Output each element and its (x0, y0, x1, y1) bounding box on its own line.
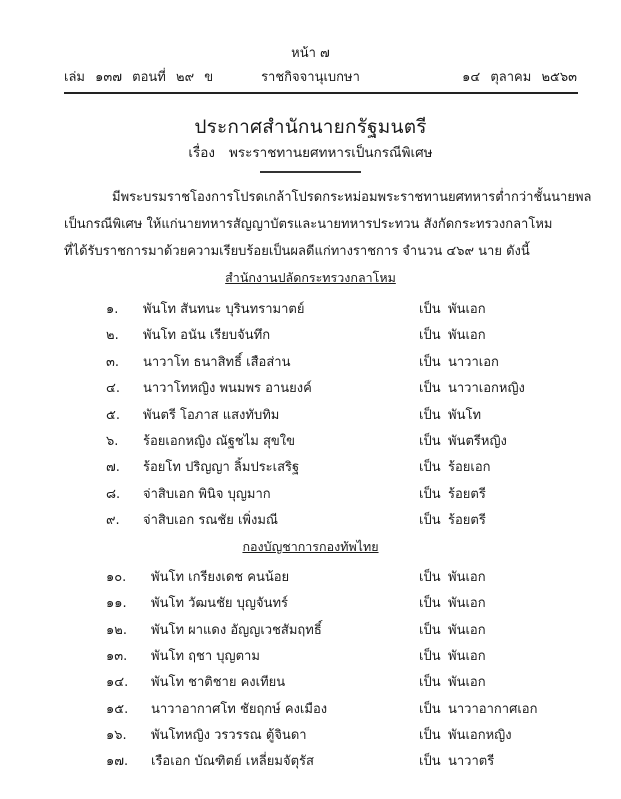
entry-new-rank: พันเอก (448, 328, 486, 344)
entry-current-rank-name: พันโท เกรียงเดช คนน้อย (151, 570, 290, 585)
entry-new-rank: พันเอก (448, 596, 486, 612)
entry-number: ๗. (106, 460, 120, 476)
entry-as-label: เป็น (419, 596, 441, 612)
entry-new-rank: ร้อยตรี (448, 486, 486, 502)
entry-new-rank: นาวาเอก (448, 354, 499, 370)
entry-number: ๘. (106, 486, 121, 502)
entry-current-rank-name: พันโท สันทนะ บุรินทรามาตย์ (143, 302, 305, 317)
entry-as-label: เป็น (419, 754, 441, 770)
entry-number: ๕. (106, 407, 120, 423)
entry-new-rank: ร้อยเอก (448, 460, 491, 476)
entry-new-rank: นาวาตรี (448, 754, 495, 770)
list-item (0, 750, 621, 776)
entry-as-label: เป็น (419, 328, 441, 344)
subject-label: เรื่อง (188, 145, 215, 161)
entry-new-rank: พันเอก (448, 675, 486, 691)
list-item (0, 645, 621, 671)
entry-current-rank-name: ร้อยโท ปริญญา ลิ้มประเสริฐ (143, 460, 300, 476)
list-item (0, 404, 621, 430)
entry-current-rank-name: พันโท ฤชา บุญตาม (151, 648, 260, 664)
entry-as-label: เป็น (419, 570, 441, 585)
entry-number: ๑๗. (106, 754, 129, 770)
header-divider (64, 92, 578, 94)
entry-current-rank-name: นาวาโทหญิง พนมพร อานยงค์ (143, 381, 312, 397)
subject-text: พระราชทานยศทหารเป็นกรณีพิเศษ (229, 145, 433, 161)
gazette-name: ราชกิจจานุเบกษา (261, 70, 360, 85)
list-item (0, 483, 621, 509)
entry-current-rank-name: พันตรี โอภาส แสงทับทิม (143, 407, 280, 423)
entry-new-rank: พันเอกหญิง (448, 727, 512, 743)
entry-current-rank-name: จ่าสิบเอก พินิจ บุญมาก (143, 486, 271, 502)
entry-number: ๖. (106, 434, 119, 449)
entry-new-rank: พันโท (448, 407, 482, 423)
entry-current-rank-name: พันโทหญิง วรวรรณ ตู้จินดา (151, 727, 307, 743)
entry-as-label: เป็น (419, 407, 441, 423)
list-item (0, 671, 621, 697)
entry-as-label: เป็น (419, 354, 441, 370)
list-item (0, 377, 621, 403)
list-item (0, 430, 621, 456)
entry-as-label: เป็น (419, 648, 441, 664)
body-line-2: เป็นกรณีพิเศษ ให้แก่นายทหารสัญญาบัตรและนายทหารประทวน สังกัดกระทรวงกลาโหม (64, 217, 553, 232)
entry-number: ๔. (106, 381, 120, 397)
entry-number: ๒. (106, 328, 119, 344)
entry-as-label: เป็น (419, 381, 441, 397)
entry-new-rank: พันเอก (448, 302, 486, 317)
body-line-3: ที่ได้รับราชการมาด้วยความเรียบร้อยเป็นผลดีแก่ทางราชการ จำนวน ๔๖๙ นาย ดังนี้ (64, 244, 530, 259)
entry-current-rank-name: เรือเอก บัณฑิตย์ เหลี่ยมจัตุรัส (151, 754, 314, 770)
entry-as-label: เป็น (419, 701, 441, 717)
publication-date: ๑๔ ตุลาคม ๒๕๖๓ (462, 70, 577, 85)
entry-number: ๑๐. (106, 570, 127, 585)
section-heading-permanent-secretary: สำนักงานปลัดกระทรวงกลาโหม (225, 270, 396, 285)
entry-as-label: เป็น (419, 486, 441, 502)
entry-new-rank: พันเอก (448, 570, 486, 585)
list-item (0, 566, 621, 592)
list-item (0, 698, 621, 724)
list-item (0, 351, 621, 377)
entry-as-label: เป็น (419, 727, 441, 743)
entry-current-rank-name: ร้อยเอกหญิง ณัฐชไม สุขใข (143, 434, 296, 449)
entry-number: ๑๑. (106, 596, 127, 612)
list-item (0, 509, 621, 535)
entry-number: ๑๓. (106, 648, 128, 664)
list-item (0, 456, 621, 482)
entry-as-label: เป็น (419, 302, 441, 317)
entry-number: ๑. (106, 302, 119, 317)
entry-new-rank: พันตรีหญิง (448, 434, 507, 449)
entry-current-rank-name: พันโท อนัน เรียบจันทึก (143, 328, 271, 344)
entry-as-label: เป็น (419, 622, 441, 638)
entry-current-rank-name: พันโท วัฒนชัย บุญจันทร์ (151, 596, 289, 612)
list-item (0, 619, 621, 645)
entry-number: ๑๕. (106, 701, 129, 717)
entry-new-rank: พันเอก (448, 622, 486, 638)
entry-current-rank-name: พันโท ผาแดง อัญญเวชสัมฤทธิ์ (151, 622, 322, 638)
body-line-1: มีพระบรมราชโองการโปรดเกล้าโปรดกระหม่อมพระราชทานยศทหารต่ำกว่าชั้นนายพล (112, 190, 592, 205)
entry-number: ๙. (106, 513, 120, 529)
entry-current-rank-name: นาวาโท ธนาสิทธิ์ เสือส่าน (143, 354, 291, 370)
page-number: หน้า ๗ (291, 46, 330, 61)
entry-current-rank-name: พันโท ชาติชาย คงเทียน (151, 675, 286, 691)
list-item (0, 324, 621, 350)
entry-current-rank-name: จ่าสิบเอก รณชัย เพิ่งมณี (143, 513, 278, 529)
document-title: ประกาศสำนักนายกรัฐมนตรี (194, 116, 427, 138)
entry-number: ๑๔. (106, 675, 129, 691)
volume-issue: เล่ม ๑๓๗ ตอนที่ ๒๙ ข (64, 70, 214, 85)
subject-line (0, 141, 621, 163)
list-item (0, 298, 621, 324)
entry-current-rank-name: นาวาอากาศโท ชัยฤกษ์ คงเมือง (151, 701, 328, 717)
title-divider (260, 171, 361, 173)
entry-new-rank: นาวาอากาศเอก (448, 701, 538, 717)
section-heading-armed-forces-hq: กองบัญชาการกองทัพไทย (242, 539, 379, 554)
entry-number: ๑๒. (106, 622, 127, 638)
entry-as-label: เป็น (419, 460, 441, 476)
list-item (0, 724, 621, 750)
entry-new-rank: พันเอก (448, 648, 486, 664)
entry-number: ๑๖. (106, 727, 127, 743)
entry-as-label: เป็น (419, 513, 441, 529)
entry-new-rank: นาวาเอกหญิง (448, 381, 525, 397)
entry-as-label: เป็น (419, 434, 441, 449)
entry-as-label: เป็น (419, 675, 441, 691)
entry-new-rank: ร้อยตรี (448, 513, 486, 529)
list-item (0, 592, 621, 618)
entry-number: ๓. (106, 354, 120, 370)
